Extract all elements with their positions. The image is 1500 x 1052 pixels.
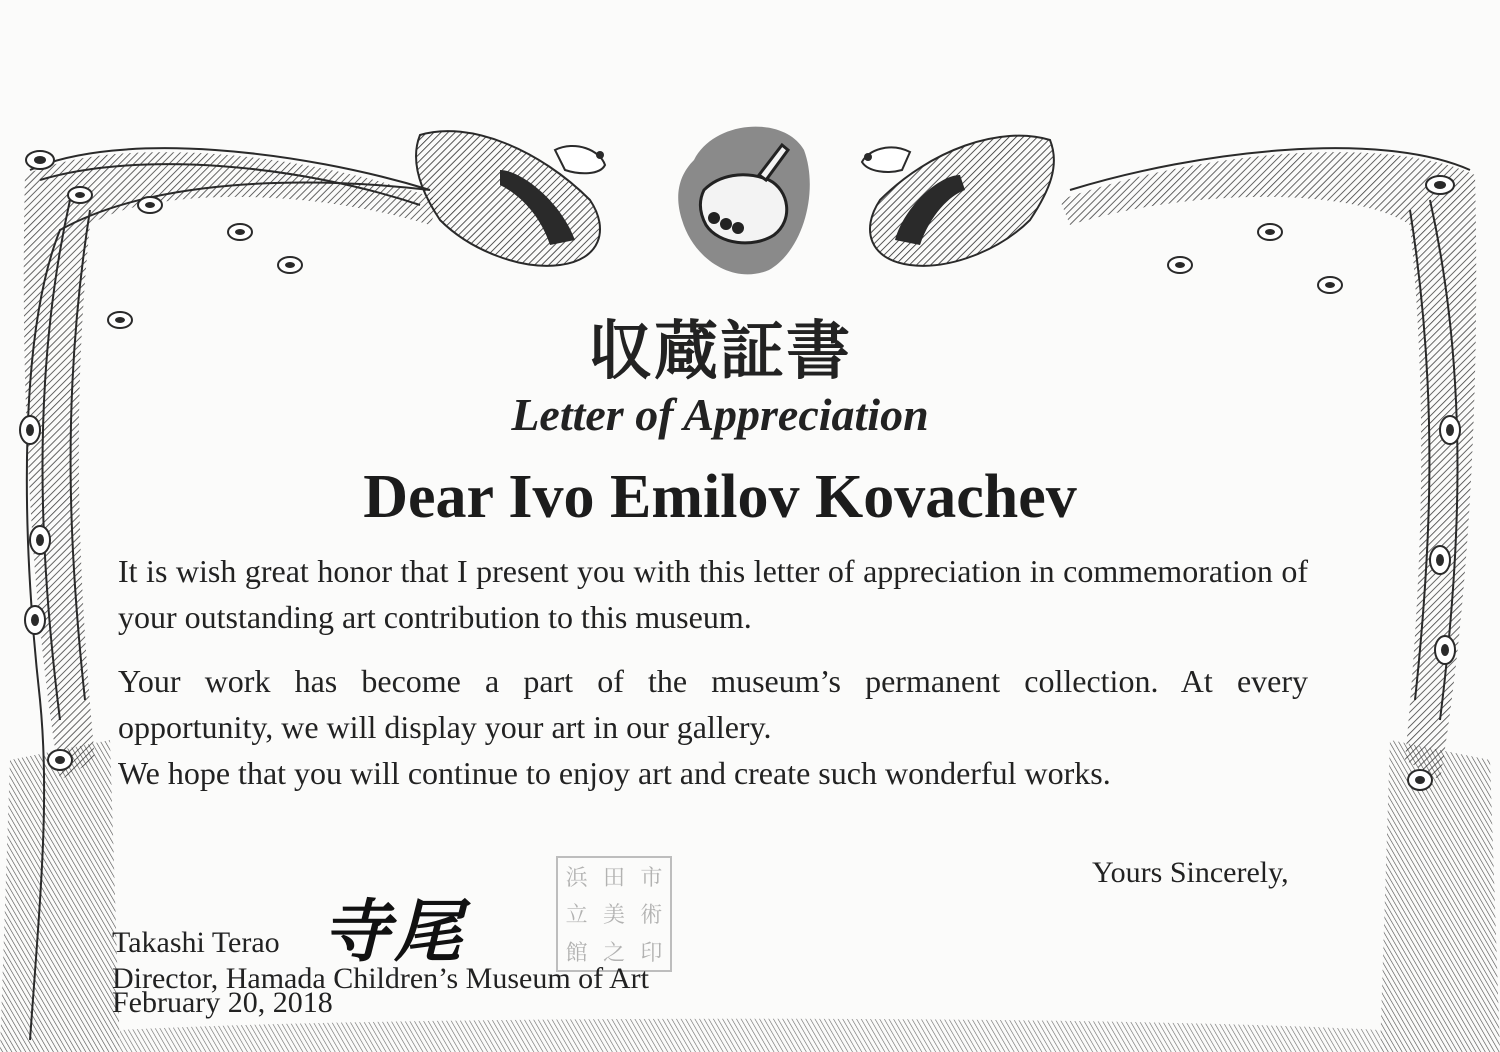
collection-paragraph [118,658,1308,796]
collection-line-2: opportunity, we will display your art in our gallery. [118,709,772,745]
collection-line-1: Your work has become a part of the museum’s permanent collection. At every [118,663,1308,699]
signatory-title: Director, Hamada Children’s Museum of Art [112,962,650,995]
english-title: Letter of Appreciation [511,389,929,440]
closing: Yours Sincerely, [1092,856,1289,889]
museum-logo-icon [674,120,814,280]
signatory-name: Takashi Terao [112,926,280,959]
phoenix-right-icon [862,136,1054,266]
salutation: Dear Ivo Emilov Kovachev [363,463,1077,531]
japanese-title: 収蔵証書 [588,315,852,389]
official-seal-stamp: 浜 田 市 立 美 術 館 之 印 [556,856,672,972]
phoenix-left-icon [416,131,605,266]
handwritten-signature: 寺尾 [322,892,467,972]
appreciation-paragraph: It is wish great honor that I present you with this letter of appreciation in commemoration of your outstanding art contribution to this museum. [118,553,1308,635]
collection-line-3: We hope that you will continue to enjoy art and create such wonderful works. [118,755,1111,791]
issue-date: February 20, 2018 [112,986,333,1019]
